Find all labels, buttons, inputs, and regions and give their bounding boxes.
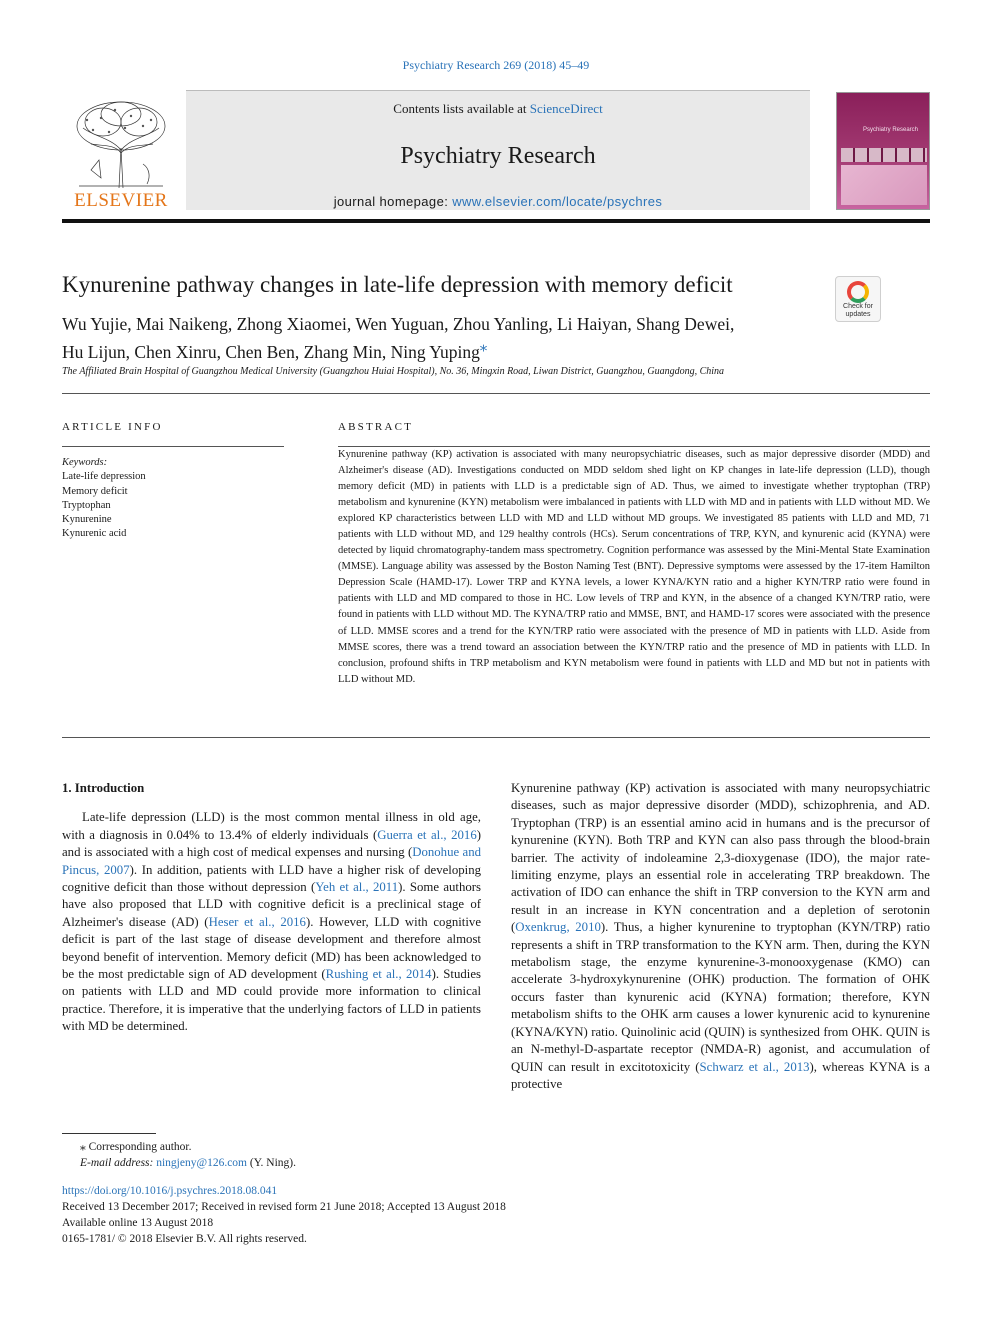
ref-link-guerra[interactable]: Guerra et al., 2016 [377,827,477,842]
ref-link-yeh[interactable]: Yeh et al., 2011 [315,880,399,895]
footnotes [80,1139,296,1171]
corresponding-author-mark[interactable]: ⁎ [479,339,488,355]
intro-column-left [62,780,481,1036]
ref-link-rushing[interactable]: Rushing et al., 2014 [325,967,432,982]
badge-line-1: Check for [843,303,873,310]
article-info-label: ARTICLE INFO [62,421,163,433]
contents-line: Contents lists available at ScienceDirect [393,101,603,116]
author-list [62,313,822,364]
intro-paragraph-2-continued: Kynurenine pathway (KP) activation is associated with many neuropsychiatric diseases, such as major depressive disorder (MDD), schizophrenia, and AD. Tryptophan (TRP) is an essential amino acid in humans and is the precursor of kynurenine (KYN). Both TRP and KYN can also pass through the blood-brain barrier. The activity of indoleamine 2,3-dioxygenase (IDO), the major rate-limiting enzyme, plays an essential role in accelerating TRP breakdown. The activation of IDO can enhance the shift in TRP conversion to the KYN arm and result in an increase in KYN concentration and a depletion of serotonin (Oxenkrug, 2010). Thus, a higher kynurenine to tryptophan (KYN/TRP) ratio represents a shift in TRP transformation to the KYN arm. Then, during the KYN metabolism stage, the enzyme kynurenine-3-monooxygenase (KMO) can accelerate 3-hydroxykynurenine (OHK) production. The formation of OHK occurs faster than kynurenic acid (KYNA) formation; therefore, KYN metabolism shifts to the OHK arm causes a lower kynurenic acid to kynurenine (KYNA/KYN) ratio. Quinolinic acid (QUIN) is synthesized from OHK. QUIN is an N-methyl-D-aspartate receptor (NMDA-R) agonist, and accumulation of QUIN can result in excitotoxicity (Schwarz et al., 2013), whereas KYNA is a protective [511,781,930,1091]
ref-link-heser[interactable]: Heser et al., 2016 [208,914,306,929]
corresponding-author-note: ⁎ Corresponding author. [80,1141,192,1153]
section-heading-introduction: 1. Introduction [62,781,145,795]
journal-masthead [62,90,930,214]
received-dates: Received 13 December 2017; Received in revised form 21 June 2018; Accepted 13 August 2018 [62,1201,506,1213]
journal-cover-thumbnail[interactable] [836,92,930,210]
keywords-label: Keywords: [62,457,108,468]
elsevier-logo [62,98,180,214]
cover-faces-strip [841,148,927,162]
abstract-text: Kynurenine pathway (KP) activation is associated with many neuropsychiatric diseases, such as major depressive disorder (MDD) and Alzheimer's disease (AD). Investigations conducted on MDD seldom shed light on KP changes in late-life depression (LLD), though memory deficit (MD) in patients with LLD is a predictable sign of AD. Thus, we aimed to investigate whether tryptophan (TRP) metabolism and kynurenine (KYN) metabolism were imbalanced in patients with LLD with MD and in patients with LLD without MD. We explored KP characteristics between LLD with MD and LLD without MD groups. We investigated 85 patients with LLD and MD, 71 patients with LLD without MD, and 129 healthy controls (HCs). Serum concentrations of TRP, KYN, and kynurenic acid (KYNA) were detected by liquid chromatography-tandem mass spectrometry. Cognition performance was assessed by the Mini-Mental State Examination (MMSE). Language ability was assessed by the Boston Naming Test (BNT). Depressive symptoms were assessed by the 17-item Hamilton Depression Scale (HAMD-17). Lower TRP and KYNA levels, a lower KYNA/KYN ratio and a higher KYN/TRP ratio were found in patients with LLD and MD compared to those in HC. Low levels of TRP and KYN, in the absence of a changed KYN/TRP ratio, were found in patients with LLD without MD. The KYNA/TRP ratio and MMSE, BNT, and HAMD-17 scores were associated with the presence of LLD. MMSE scores and a trend for the KYN/TRP ratio were associated with the presence of MD in patients with LLD. Aside from MMSE scores, there was a trend toward an association between the KYN/TRP ratio and the presence of MD in patients with LLD. In conclusion, profound shifts in TRP metabolism and KYN metabolism were found in patients with LLD and MD but not in patients with LLD without MD. [338,449,930,685]
online-date: Available online 13 August 2018 [62,1217,214,1229]
article-metadata [62,1183,506,1247]
copyright: 0165-1781/ © 2018 Elsevier B.V. All rights reserved. [62,1233,307,1245]
intro-column-right [511,780,930,1093]
authors-line-2: Hu Lijun, Chen Xinru, Chen Ben, Zhang Min, Ning Yuping⁎ [62,339,488,362]
keyword-item: Memory deficit [62,485,128,497]
abstract-divider [62,737,930,738]
keyword-item: Tryptophan [62,499,111,511]
homepage-line: journal homepage: www.elsevier.com/locate/psychres [333,194,663,209]
elsevier-tree-icon [71,98,171,190]
badge-line-2: updates [845,311,871,318]
intro-paragraph-1: Late-life depression (LLD) is the most common mental illness in old age, with a diagnosis in 0.04% to 13.4% of elderly individuals (Guerra et al., 2016) and is associated with a high cost of medical expenses and nursing (Donohue and Pincus, 2007). In addition, patients with LLD have a higher risk of developing cognitive deficit than those without depression (Yeh et al., 2011). Some authors have also proposed that LLD with cognitive deficit is a preclinical stage of Alzheimer's disease (AD) (Heser et al., 2016). However, LLD with cognitive deficit is part of the last stage of disease development and therefore almost beyond benefit of intervention. Memory deficit (MD) has been acknowledged to be the most predictable sign of AD development (Rushing et al., 2014). Studies on patients with LLD and MD could provide more information to clinical practice. Therefore, it is imperative that the underlying factors of LLD in patients with MD be determined. [62,810,482,1034]
keywords-block [62,456,282,542]
email-link[interactable]: ningjeny@126.com [156,1157,247,1169]
email-note: E-mail address: ningjeny@126.com (Y. Ning). [80,1157,296,1169]
affiliation: The Affiliated Brain Hospital of Guangzhou Medical University (Guangzhou Huiai Hospital), No. 36, Mingxin Road, Liwan District, Guangzhou, Guangdong, China [62,366,725,377]
keyword-item: Late-life depression [62,471,146,483]
elsevier-wordmark: ELSEVIER [74,190,168,211]
affiliation-divider [62,393,930,394]
keyword-item: Kynurenic acid [62,528,127,540]
cover-image-panel [841,165,927,205]
sciencedirect-link[interactable]: ScienceDirect [529,101,603,116]
keyword-item: Kynurenine [62,514,112,526]
article-title: Kynurenine pathway changes in late-life depression with memory deficit [62,272,733,297]
footnote-rule [62,1133,156,1134]
cover-title: Psychiatry Research [863,127,919,133]
doi-link[interactable]: https://doi.org/10.1016/j.psychres.2018.08.041 [62,1185,278,1197]
ref-link-schwarz[interactable]: Schwarz et al., 2013 [699,1059,810,1074]
header-divider [62,219,930,223]
authors-line-1: Wu Yujie, Mai Naikeng, Zhong Xiaomei, Wen Yuguan, Zhou Yanling, Li Haiyan, Shang Dewei, [62,314,735,334]
homepage-link[interactable]: www.elsevier.com/locate/psychres [452,194,663,209]
ref-link-oxenkrug[interactable]: Oxenkrug, 2010 [515,920,601,935]
crossmark-icon [847,281,869,303]
journal-citation[interactable]: Psychiatry Research 269 (2018) 45–49 [402,58,590,72]
ref-link-donohue[interactable]: Donohue and Pincus, 2007 [62,845,481,877]
article-info-rule [62,446,284,447]
masthead-banner [186,90,810,210]
journal-name: Psychiatry Research [400,143,596,169]
abstract-label: ABSTRACT [338,421,414,433]
check-for-updates-badge[interactable] [835,276,881,322]
